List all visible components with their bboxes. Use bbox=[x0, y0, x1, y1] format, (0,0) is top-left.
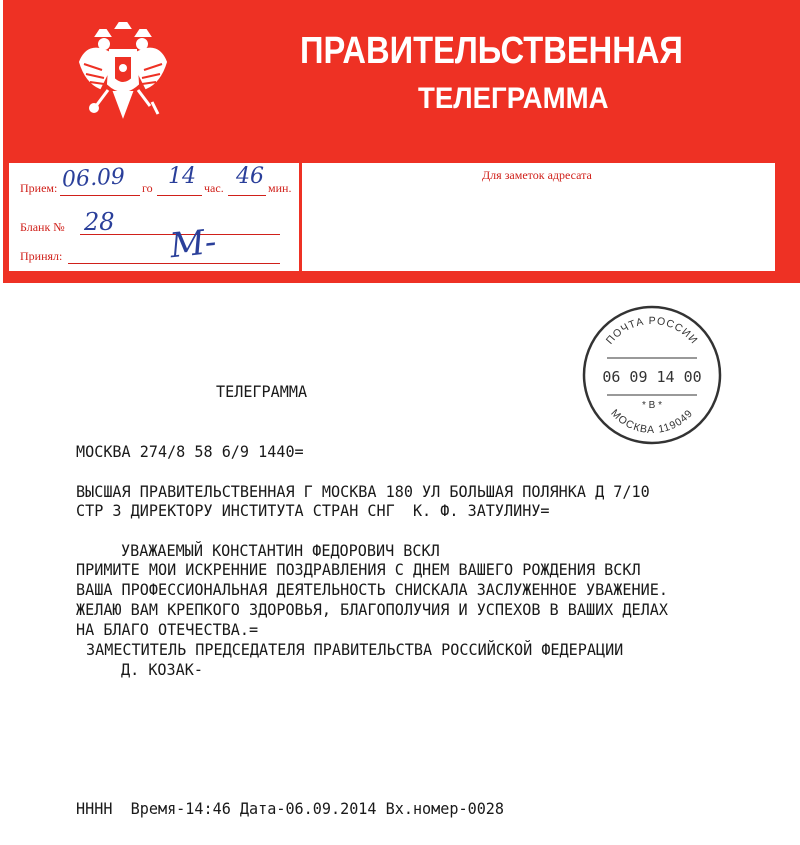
message-line-2: ВАША ПРОФЕССИОНАЛЬНАЯ ДЕЯТЕЛЬНОСТЬ СНИСКАЛА ЗАСЛУЖЕННОЕ УВАЖЕНИЕ. bbox=[76, 581, 668, 599]
svg-text:ПОЧТА РОССИИ bbox=[604, 315, 700, 347]
signer-name: Д. КОЗАК- bbox=[121, 661, 203, 679]
origin-line: МОСКВА 274/8 58 6/9 1440= bbox=[76, 443, 304, 461]
header-title: ПРАВИТЕЛЬСТВЕННАЯ bbox=[300, 30, 683, 72]
handwritten-blank-number: 28 bbox=[84, 208, 115, 236]
blank-label: Бланк № bbox=[20, 220, 65, 234]
hour-line bbox=[157, 195, 202, 196]
coat-of-arms-icon bbox=[78, 22, 168, 122]
minute-line bbox=[228, 195, 266, 196]
svg-text:МОСКВА 119049 bbox=[608, 407, 695, 436]
postal-stamp bbox=[577, 300, 727, 450]
header-subtitle: ТЕЛЕГРАММА bbox=[418, 82, 609, 115]
address-line-1: ВЫСШАЯ ПРАВИТЕЛЬСТВЕННАЯ Г МОСКВА 180 УЛ БОЛЬШАЯ ПОЛЯНКА Д 7/10 bbox=[76, 483, 650, 501]
handwritten-signature: М- bbox=[168, 221, 219, 267]
greeting-line: УВАЖАЕМЫЙ КОНСТАНТИН ФЕДОРОВИЧ ВСКЛ bbox=[121, 542, 440, 560]
handwritten-hour: 14 bbox=[168, 164, 196, 189]
footer-line: НННН Время-14:46 Дата-06.09.2014 Вх.номер-0028 bbox=[76, 800, 505, 818]
message-line-1: ПРИМИТЕ МОИ ИСКРЕННИЕ ПОЗДРАВЛЕНИЯ С ДНЕМ ВАШЕГО РОЖДЕНИЯ ВСКЛ bbox=[76, 561, 641, 579]
handwritten-minute: 46 bbox=[236, 164, 264, 189]
received-line bbox=[60, 195, 140, 196]
minute-label: мин. bbox=[268, 181, 292, 195]
body-heading: ТЕЛЕГРАММА bbox=[216, 383, 308, 401]
notes-label: Для заметок адресата bbox=[482, 168, 592, 182]
stamp-top-text: ПОЧТА РОССИИ bbox=[603, 314, 701, 347]
stamp-bottom-text: МОСКВА 119049 bbox=[608, 407, 696, 437]
year-label: го bbox=[142, 181, 153, 195]
message-line-4: НА БЛАГО ОТЕЧЕСТВА.= bbox=[76, 621, 259, 639]
stamp-mid: * B * bbox=[641, 400, 663, 411]
message-line-3: ЖЕЛАЮ ВАМ КРЕПКОГО ЗДОРОВЬЯ, БЛАГОПОЛУЧИЯ И УСПЕХОВ В ВАШИХ ДЕЛАХ bbox=[76, 601, 668, 619]
handwritten-date: 06.09 bbox=[61, 164, 126, 193]
hour-label: час. bbox=[204, 181, 224, 195]
received-label: Прием: bbox=[20, 181, 58, 195]
accepted-label: Принял: bbox=[20, 249, 63, 263]
stamp-date: 06 09 14 00 bbox=[602, 368, 702, 386]
signer-title: ЗАМЕСТИТЕЛЬ ПРЕДСЕДАТЕЛЯ ПРАВИТЕЛЬСТВА РОССИЙСКОЙ ФЕДЕРАЦИИ bbox=[86, 641, 624, 659]
address-line-2: СТР 3 ДИРЕКТОРУ ИНСТИТУТА СТРАН СНГ К. Ф. ЗАТУЛИНУ= bbox=[76, 502, 550, 520]
